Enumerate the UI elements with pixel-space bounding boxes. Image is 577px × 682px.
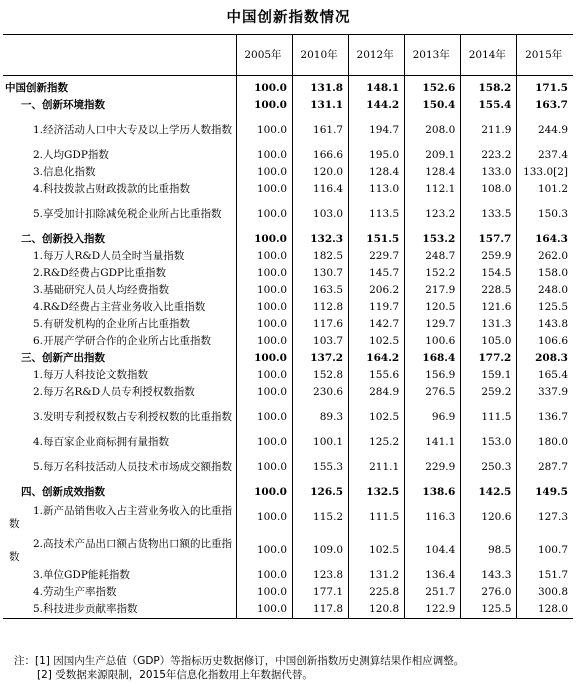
value-cell: 131.8: [293, 76, 349, 98]
table-row: [3, 97, 573, 114]
value-cell: 100.0: [236, 181, 292, 198]
value-cell: 100.0: [236, 584, 292, 601]
value-cell: 144.2: [349, 97, 405, 114]
row-label-text: 3.发明专利授权数占专利授权数的比重指数: [33, 411, 233, 423]
value-cell: 151.7: [517, 567, 573, 584]
row-label: 1.每万人科技论文数指数: [33, 369, 149, 381]
table-body: [3, 76, 573, 619]
row-label: [3, 534, 236, 567]
value-cell: 100.0: [236, 299, 292, 316]
value-cell: 152.8: [293, 367, 349, 384]
value-cell: 112.8: [293, 299, 349, 316]
footnote-2: [2] 受数据来源限制，2015年信息化指数用上年数据代替。: [37, 669, 313, 681]
value-cell: 100.1: [293, 434, 349, 451]
value-cell: 100.0: [236, 333, 292, 350]
value-cell: 223.2: [461, 147, 517, 164]
row-label: 5.有研发机构的企业所占比重指数: [33, 318, 191, 330]
row-label-text: 5.享受加计扣除减免税企业所占比重指数: [33, 208, 222, 220]
value-cell: 248.0: [517, 282, 573, 299]
value-cell: 151.5: [349, 231, 405, 248]
table-title: 中国创新指数情况: [226, 10, 351, 26]
value-cell: 229.9: [405, 451, 461, 484]
value-cell: 100.0: [236, 198, 292, 231]
value-cell: 100.0: [236, 265, 292, 282]
value-cell: 103.7: [293, 333, 349, 350]
value-cell: 100.0: [236, 316, 292, 333]
value-cell: 125.5: [517, 299, 573, 316]
value-cell: 125.5: [461, 601, 517, 619]
row-label: 6.开展产学研合作的企业所占比重指数: [33, 335, 212, 347]
table-row: [3, 333, 573, 350]
value-cell: 100.0: [236, 434, 292, 451]
row-label: 3.单位GDP能耗指数: [33, 569, 130, 581]
value-cell: 180.0: [517, 434, 573, 451]
value-cell: 163.7: [517, 97, 573, 114]
value-cell: 228.5: [461, 282, 517, 299]
value-cell: 119.7: [349, 299, 405, 316]
value-cell: 158.0: [517, 265, 573, 282]
row-label-text: 1.经济活动人口中大专及以上学历人数指数: [33, 124, 233, 136]
table-row: [3, 114, 573, 147]
value-cell: 96.9: [405, 401, 461, 434]
row-label: 一、创新环境指数: [21, 99, 105, 111]
value-cell: 102.5: [349, 401, 405, 434]
value-cell: 177.1: [293, 584, 349, 601]
value-cell: 217.9: [405, 282, 461, 299]
header-row: [3, 35, 573, 76]
value-cell: 159.1: [461, 367, 517, 384]
value-cell: 195.0: [349, 147, 405, 164]
value-cell: 125.2: [349, 434, 405, 451]
value-cell: 121.6: [461, 299, 517, 316]
table-row: [3, 76, 573, 98]
value-cell: 111.5: [461, 401, 517, 434]
table-row: [3, 584, 573, 601]
column-header: 2012年: [349, 35, 405, 76]
column-header: 2014年: [461, 35, 517, 76]
column-header: 2005年: [236, 35, 292, 76]
row-label: 三、创新产出指数: [21, 352, 105, 364]
table-row: [3, 384, 573, 401]
table-row: [3, 501, 573, 534]
value-cell: 128.4: [405, 164, 461, 181]
table-row: [3, 299, 573, 316]
value-cell: 117.6: [293, 316, 349, 333]
value-cell: 209.1: [405, 147, 461, 164]
value-cell: 120.5: [405, 299, 461, 316]
value-cell: 136.7: [517, 401, 573, 434]
row-label: 2.人均GDP指数: [33, 149, 109, 161]
table-row: [3, 198, 573, 231]
row-label: 4.每百家企业商标拥有量指数: [33, 436, 170, 448]
value-cell: 100.0: [236, 501, 292, 534]
value-cell: 171.5: [517, 76, 573, 98]
table-row: [3, 282, 573, 299]
row-label: 二、创新投入指数: [21, 233, 105, 245]
value-cell: 208.0: [405, 114, 461, 147]
row-label: [3, 401, 236, 434]
value-cell: 128.0: [517, 601, 573, 619]
value-cell: 259.9: [461, 248, 517, 265]
value-cell: 155.3: [293, 451, 349, 484]
value-cell: 108.0: [461, 181, 517, 198]
value-cell: 100.0: [236, 350, 292, 367]
footnotes: [14, 654, 464, 682]
value-cell: 250.3: [461, 451, 517, 484]
value-cell: 112.1: [405, 181, 461, 198]
value-cell: 100.0: [236, 384, 292, 401]
table-row: [3, 601, 573, 619]
row-label-text: 1.新产品销售收入占主营业务收入的比重指数: [9, 504, 233, 530]
value-cell: 182.5: [293, 248, 349, 265]
row-label: [3, 451, 236, 484]
value-cell: 136.4: [405, 567, 461, 584]
value-cell: 229.7: [349, 248, 405, 265]
table-row: [3, 434, 573, 451]
value-cell: 142.7: [349, 316, 405, 333]
value-cell: 276.5: [405, 384, 461, 401]
value-cell: 123.2: [405, 198, 461, 231]
value-cell: 237.4: [517, 147, 573, 164]
value-cell: 104.4: [405, 534, 461, 567]
value-cell: 100.0: [236, 401, 292, 434]
value-cell: 120.8: [349, 601, 405, 619]
value-cell: 126.5: [293, 484, 349, 501]
value-cell: 100.0: [236, 114, 292, 147]
table-row: [3, 350, 573, 367]
table-row: [3, 367, 573, 384]
value-cell: 100.0: [236, 147, 292, 164]
value-cell: 165.4: [517, 367, 573, 384]
value-cell: 102.5: [349, 534, 405, 567]
value-cell: 156.9: [405, 367, 461, 384]
value-cell: 102.5: [349, 333, 405, 350]
value-cell: 100.0: [236, 164, 292, 181]
row-label: 四、创新成效指数: [21, 486, 105, 498]
value-cell: 98.5: [461, 534, 517, 567]
value-cell: 143.8: [517, 316, 573, 333]
value-cell: 89.3: [293, 401, 349, 434]
value-cell: 138.6: [405, 484, 461, 501]
table-row: [3, 248, 573, 265]
value-cell: 244.9: [517, 114, 573, 147]
value-cell: 106.6: [517, 333, 573, 350]
table-row: [3, 231, 573, 248]
value-cell: 129.7: [405, 316, 461, 333]
value-cell: 284.9: [349, 384, 405, 401]
value-cell: 122.9: [405, 601, 461, 619]
innovation-index-table: [3, 34, 573, 619]
value-cell: 100.0: [236, 76, 292, 98]
column-header: 2015年: [517, 35, 573, 76]
value-cell: 120.6: [461, 501, 517, 534]
value-cell: 100.6: [405, 333, 461, 350]
value-cell: 133.5: [461, 198, 517, 231]
value-cell: 113.5: [349, 198, 405, 231]
value-cell: 177.2: [461, 350, 517, 367]
value-cell: 148.1: [349, 76, 405, 98]
value-cell: 120.0: [293, 164, 349, 181]
value-cell: 166.6: [293, 147, 349, 164]
value-cell: 154.5: [461, 265, 517, 282]
footnote-1: 注：[1] 因国内生产总值（GDP）等指标历史数据修订，中国创新指数历史测算结果作相应调整。: [14, 655, 465, 667]
table-row: [3, 534, 573, 567]
table-row: [3, 181, 573, 198]
value-cell: 287.7: [517, 451, 573, 484]
value-cell: 168.4: [405, 350, 461, 367]
value-cell: 161.7: [293, 114, 349, 147]
row-label: 1.每万人R&D人员全时当量指数: [33, 250, 185, 262]
value-cell: 131.2: [349, 567, 405, 584]
value-cell: 143.3: [461, 567, 517, 584]
value-cell: 100.0: [236, 534, 292, 567]
value-cell: 100.0: [236, 601, 292, 619]
value-cell: 137.2: [293, 350, 349, 367]
value-cell: 100.0: [236, 367, 292, 384]
value-cell: 262.0: [517, 248, 573, 265]
column-header: 2013年: [405, 35, 461, 76]
row-label: 4.劳动生产率指数: [33, 586, 117, 598]
value-cell: 150.4: [405, 97, 461, 114]
value-cell: 101.2: [517, 181, 573, 198]
table-row: [3, 147, 573, 164]
value-cell: 128.4: [349, 164, 405, 181]
value-cell: 145.7: [349, 265, 405, 282]
row-label-text: 2.高技术产品出口额占货物出口额的比重指数: [9, 537, 233, 563]
value-cell: 127.3: [517, 501, 573, 534]
value-cell: 100.0: [236, 231, 292, 248]
value-cell: 251.7: [405, 584, 461, 601]
value-cell: 131.3: [461, 316, 517, 333]
value-cell: 194.7: [349, 114, 405, 147]
value-cell: 100.7: [517, 534, 573, 567]
value-cell: 157.7: [461, 231, 517, 248]
value-cell: 164.2: [349, 350, 405, 367]
value-cell: 133.0: [461, 164, 517, 181]
value-cell: 115.2: [293, 501, 349, 534]
row-label: 4.科技拨款占财政拨款的比重指数: [33, 183, 191, 195]
value-cell: 155.6: [349, 367, 405, 384]
value-cell: 152.2: [405, 265, 461, 282]
value-cell: 153.2: [405, 231, 461, 248]
value-cell: 155.4: [461, 97, 517, 114]
table-row: [3, 164, 573, 181]
table-row: [3, 265, 573, 282]
row-label: [3, 198, 236, 231]
value-cell: 130.7: [293, 265, 349, 282]
value-cell: 111.5: [349, 501, 405, 534]
value-cell: 225.8: [349, 584, 405, 601]
row-label: [3, 501, 236, 534]
row-label: [3, 114, 236, 147]
value-cell: 208.3: [517, 350, 573, 367]
row-label: 3.基础研究人员人均经费指数: [33, 284, 170, 296]
value-cell: 133.0[2]: [517, 164, 573, 181]
row-label: 4.R&D经费占主营业务收入比重指数: [33, 301, 206, 313]
value-cell: 337.9: [517, 384, 573, 401]
value-cell: 211.1: [349, 451, 405, 484]
value-cell: 158.2: [461, 76, 517, 98]
value-cell: 123.8: [293, 567, 349, 584]
value-cell: 230.6: [293, 384, 349, 401]
value-cell: 132.5: [349, 484, 405, 501]
value-cell: 100.0: [236, 567, 292, 584]
value-cell: 248.7: [405, 248, 461, 265]
value-cell: 163.5: [293, 282, 349, 299]
table-row: [3, 484, 573, 501]
value-cell: 152.6: [405, 76, 461, 98]
row-label-text: 5.每万名科技活动人员技术市场成交额指数: [33, 461, 233, 473]
row-label: 3.信息化指数: [33, 166, 96, 178]
value-cell: 113.0: [349, 181, 405, 198]
value-cell: 116.3: [405, 501, 461, 534]
value-cell: 100.0: [236, 248, 292, 265]
header-corner: [3, 35, 236, 76]
value-cell: 211.9: [461, 114, 517, 147]
table-row: [3, 401, 573, 434]
value-cell: 100.0: [236, 484, 292, 501]
value-cell: 117.8: [293, 601, 349, 619]
value-cell: 105.0: [461, 333, 517, 350]
value-cell: 206.2: [349, 282, 405, 299]
value-cell: 132.3: [293, 231, 349, 248]
value-cell: 153.0: [461, 434, 517, 451]
value-cell: 300.8: [517, 584, 573, 601]
row-label: 2.每万名R&D人员专利授权数指数: [33, 386, 195, 398]
value-cell: 116.4: [293, 181, 349, 198]
value-cell: 276.0: [461, 584, 517, 601]
value-cell: 149.5: [517, 484, 573, 501]
value-cell: 141.1: [405, 434, 461, 451]
value-cell: 142.5: [461, 484, 517, 501]
value-cell: 131.1: [293, 97, 349, 114]
row-label: 中国创新指数: [5, 82, 68, 94]
value-cell: 100.0: [236, 97, 292, 114]
row-label: 2.R&D经费占GDP比重指数: [33, 267, 167, 279]
value-cell: 150.3: [517, 198, 573, 231]
value-cell: 103.0: [293, 198, 349, 231]
value-cell: 109.0: [293, 534, 349, 567]
table-row: [3, 316, 573, 333]
value-cell: 100.0: [236, 451, 292, 484]
value-cell: 100.0: [236, 282, 292, 299]
table-row: [3, 567, 573, 584]
column-header: 2010年: [293, 35, 349, 76]
value-cell: 164.3: [517, 231, 573, 248]
row-label: 5.科技进步贡献率指数: [3, 601, 236, 619]
value-cell: 259.2: [461, 384, 517, 401]
table-row: [3, 451, 573, 484]
